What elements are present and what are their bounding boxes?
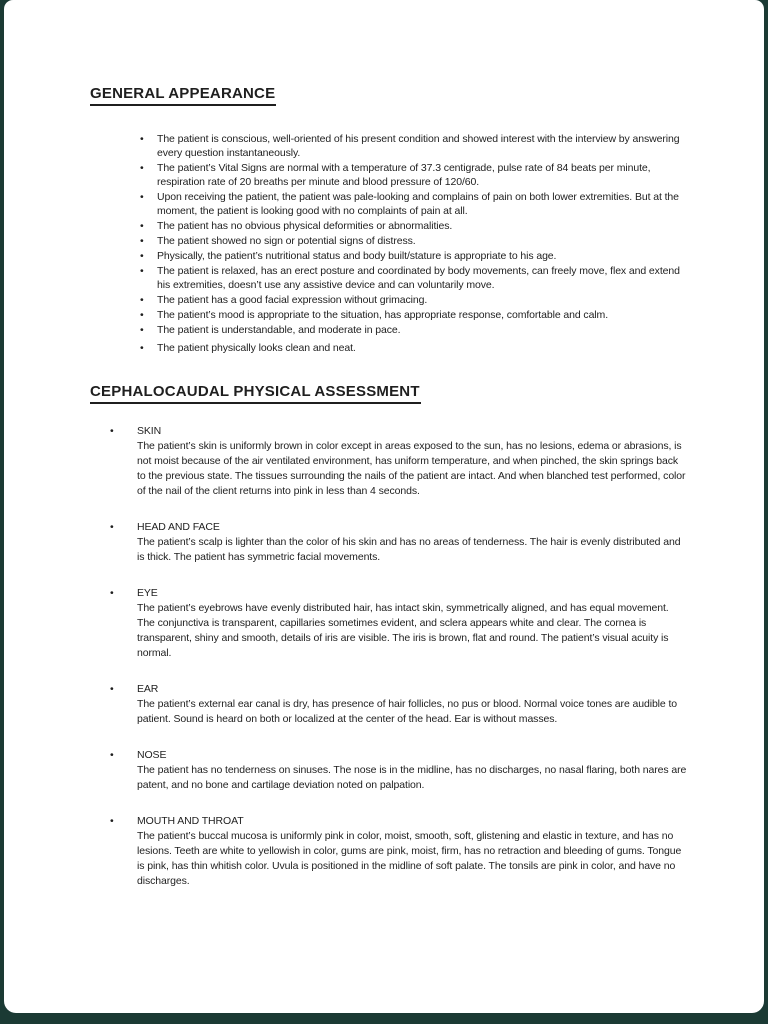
bullet-icon [110, 682, 120, 697]
assessment-item-title: EAR [137, 683, 159, 695]
bullet-icon [140, 234, 150, 248]
assessment-item-body: The patient’s scalp is lighter than the color of his skin and has no areas of tenderness. The hair is evenly distributed and is thick. The patient has symmetric facial movements. [137, 536, 681, 563]
bullet-icon [140, 190, 150, 204]
list-item [90, 249, 688, 263]
general-appearance-list [90, 132, 688, 355]
assessment-item-title: MOUTH AND THROAT [137, 815, 244, 827]
list-item [90, 264, 688, 292]
assessment-item-body: The patient’s skin is uniformly brown in color except in areas exposed to the sun, has no lesions, edema or abrasions, is not moist because of the air ventilated environment, has uniform temperature, and when pinched, the skin springs back to the previous state. The tissues surrounding the nails of the patient are intact. And when blanched test performed, color of the nail of the client returns into pink in less than 4 seconds. [137, 440, 686, 497]
bullet-icon [140, 323, 150, 337]
list-item [90, 234, 688, 248]
document-content [90, 85, 688, 889]
list-item-text: The patient’s Vital Signs are normal with a temperature of 37.3 centigrade, pulse rate of 84 beats per minute, respiration rate of 20 breaths per minute and blood pressure of 120/60. [157, 162, 651, 188]
assessment-item-body: The patient’s buccal mucosa is uniformly pink in color, moist, smooth, soft, glistening and elastic in texture, and has no lesions. Teeth are white to yellowish in color, gums are pink, moist, firm, has no retraction and bleeding of gums. Tongue is pink, has thin whitish color. Uvula is positioned in the midline of soft palate. The tonsils are pink in color, and have no discharges. [137, 830, 682, 887]
bullet-icon [110, 424, 120, 439]
assessment-item-body: The patient’s eyebrows have evenly distributed hair, has intact skin, symmetrically aligned, and has equal movement. The conjunctiva is transparent, capillaries sometimes evident, and sclera appears white and clear. The cornea is transparent, shiny and smooth, details of iris are visible. The iris is brown, flat and round. The patient’s visual acuity is normal. [137, 602, 669, 659]
assessment-item-body: The patient has no tenderness on sinuses. The nose is in the midline, has no discharges, no nasal flaring, both nares are patent, and no bone and cartilage deviation noted on palpation. [137, 764, 687, 791]
list-item [90, 341, 688, 355]
bullet-icon [110, 520, 120, 535]
list-item-text: Upon receiving the patient, the patient was pale-looking and complains of pain on both lower extremities. But at the moment, the patient is looking good with no complaints of pain at all. [157, 191, 679, 217]
assessment-item-nose [90, 748, 688, 793]
document-page [4, 0, 764, 1013]
list-item [90, 132, 688, 160]
assessment-item-ear [90, 682, 688, 727]
list-item-text: Physically, the patient’s nutritional status and body built/stature is appropriate to his age. [157, 250, 557, 262]
list-item-text: The patient has no obvious physical deformities or abnormalities. [157, 220, 453, 232]
list-item-text: The patient is understandable, and moderate in pace. [157, 324, 401, 336]
list-item-text: The patient physically looks clean and neat. [157, 342, 356, 354]
list-item-text: The patient is relaxed, has an erect posture and coordinated by body movements, can freely move, flex and extend his extremities, doesn’t use any assistive device and can voluntarily move. [157, 265, 680, 291]
list-item [90, 190, 688, 218]
list-item [90, 293, 688, 307]
assessment-item-head-and-face [90, 520, 688, 565]
assessment-item-skin [90, 424, 688, 499]
cephalocaudal-assessment-list [90, 424, 688, 889]
list-item-text: The patient is conscious, well-oriented of his present condition and showed interest with the interview by answering every question instantaneously. [157, 133, 680, 159]
list-item-text: The patient showed no sign or potential signs of distress. [157, 235, 416, 247]
assessment-item-title: SKIN [137, 425, 162, 437]
list-item [90, 161, 688, 189]
bullet-icon [140, 219, 150, 233]
bullet-icon [140, 249, 150, 263]
bullet-icon [140, 341, 150, 355]
list-item [90, 323, 688, 337]
bullet-icon [140, 308, 150, 322]
assessment-item-title: NOSE [137, 749, 167, 761]
heading-general-appearance: GENERAL APPEARANCE [90, 85, 276, 106]
list-item-text: The patient has a good facial expression without grimacing. [157, 294, 428, 306]
assessment-item-title: HEAD AND FACE [137, 521, 220, 533]
heading-cephalocaudal-assessment: CEPHALOCAUDAL PHYSICAL ASSESSMENT [90, 383, 421, 404]
assessment-item-mouth-and-throat [90, 814, 688, 889]
bullet-icon [140, 264, 150, 278]
list-item [90, 219, 688, 233]
bullet-icon [140, 132, 150, 146]
bullet-icon [110, 586, 120, 601]
bullet-icon [140, 161, 150, 175]
assessment-item-title: EYE [137, 587, 158, 599]
assessment-item-body: The patient’s external ear canal is dry, has presence of hair follicles, no pus or blood. Normal voice tones are audible to patient. Sound is heard on both or localized at the center of the head. Ear is without masses. [137, 698, 678, 725]
bullet-icon [110, 748, 120, 763]
assessment-item-eye [90, 586, 688, 661]
list-item [90, 308, 688, 322]
bullet-icon [110, 814, 120, 829]
list-item-text: The patient’s mood is appropriate to the situation, has appropriate response, comfortable and calm. [157, 309, 609, 321]
bullet-icon [140, 293, 150, 307]
